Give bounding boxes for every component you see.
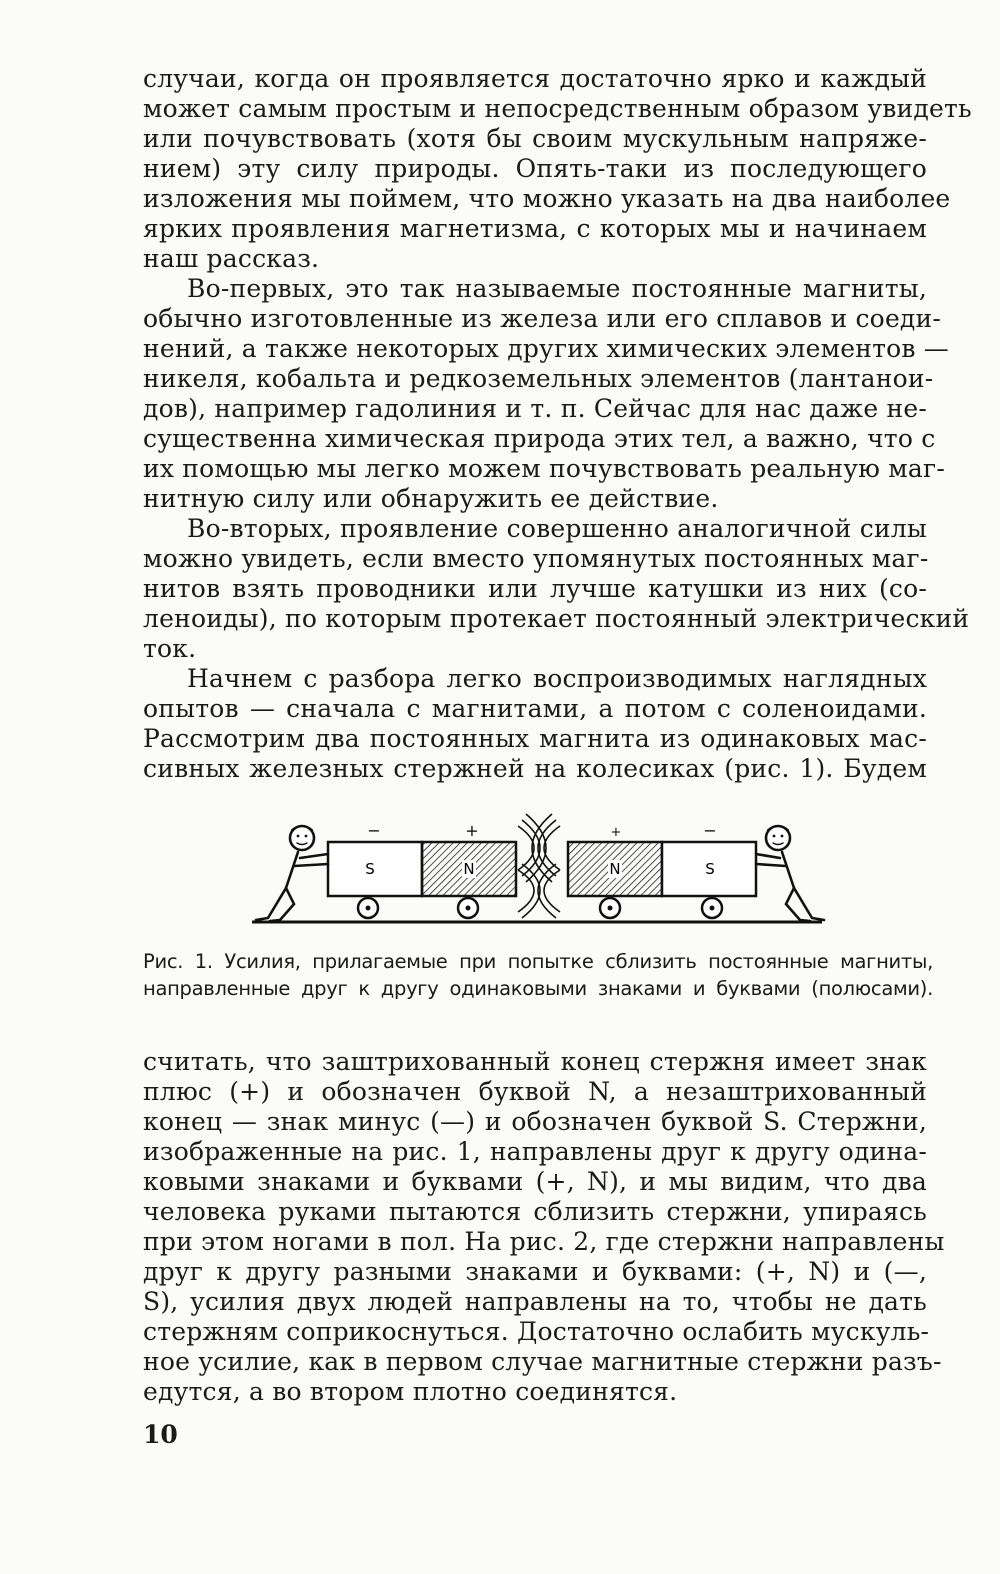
text-line: нитную силу или обнаружить ее действие. bbox=[143, 484, 719, 513]
page-number: 10 bbox=[143, 1420, 178, 1449]
left-person-figure bbox=[256, 826, 328, 921]
figure-magnets-illustration bbox=[250, 812, 830, 928]
text-line: S), усилия двух людей направлены на то, чтобы не дать bbox=[143, 1287, 927, 1316]
right-person-figure bbox=[756, 826, 824, 921]
text-line: считать, что заштрихованный конец стержня имеет знак bbox=[143, 1047, 927, 1076]
text-line: наш рассказ. bbox=[143, 244, 320, 273]
text-line: друг к другу разными знаками и буквами: (+, N) и (—, bbox=[143, 1257, 927, 1286]
left-magnet-label-n: N bbox=[463, 860, 475, 878]
right-magnet-sign-minus: − bbox=[703, 821, 717, 840]
text-line: никеля, кобальта и редкоземельных элементов (лантанои- bbox=[143, 364, 934, 393]
text-line: Во-вторых, проявление совершенно аналогичной силы bbox=[187, 514, 927, 543]
text-line: сивных железных стержней на колесиках (рис. 1). Будем bbox=[143, 754, 927, 783]
text-line: их помощью мы легко можем почувствовать реальную маг- bbox=[143, 454, 945, 483]
left-magnet-s-end bbox=[328, 842, 422, 896]
text-line: изложения мы поймем, что можно указать на два наиболее bbox=[143, 184, 951, 213]
right-magnet-sign-plus: + bbox=[610, 825, 622, 840]
text-line: опытов — сначала с магнитами, а потом с соленоидами. bbox=[143, 694, 927, 723]
repulsion-field-lines bbox=[518, 814, 560, 918]
text-line: конец — знак минус (—) и обозначен буквой S. Стержни, bbox=[143, 1107, 927, 1136]
caption-line: направленные друг к другу одинаковыми знаками и буквами (полюсами). bbox=[143, 977, 933, 1000]
right-magnet-label-n: N bbox=[609, 860, 621, 878]
text-line: стержням соприкоснуться. Достаточно ослабить мускуль- bbox=[143, 1317, 930, 1346]
text-line: может самым простым и непосредственным образом увидеть bbox=[143, 94, 972, 123]
text-line: нием) эту силу природы. Опять-таки из последующего bbox=[143, 154, 927, 183]
figure-caption bbox=[143, 948, 933, 1002]
text-line: человека руками пытаются сблизить стержни, упираясь bbox=[143, 1197, 927, 1226]
bottom-text-block bbox=[143, 1047, 945, 1407]
text-line: можно увидеть, если вместо упомянутых постоянных маг- bbox=[143, 544, 929, 573]
text-line: ток. bbox=[143, 634, 197, 663]
left-magnet-label-s: S bbox=[365, 860, 375, 878]
left-magnet bbox=[328, 821, 516, 918]
text-line: ное усилие, как в первом случае магнитные стержни разъ- bbox=[143, 1347, 942, 1376]
text-line: плюс (+) и обозначен буквой N, а незаштрихованный bbox=[143, 1077, 928, 1106]
right-magnet-label-s: S bbox=[705, 860, 715, 878]
left-magnet-sign-minus: − bbox=[367, 821, 381, 840]
text-line: или почувствовать (хотя бы своим мускульным напряже- bbox=[143, 124, 927, 153]
text-line: дов), например гадолиния и т. п. Сейчас для нас даже не- bbox=[143, 394, 927, 423]
caption-line: Рис. 1. Усилия, прилагаемые при попытке сблизить постоянные магниты, bbox=[143, 950, 933, 973]
text-line: Рассмотрим два постоянных магнита из одинаковых мас- bbox=[143, 724, 927, 753]
text-line: ярких проявления магнетизма, с которых мы и начинаем bbox=[143, 214, 927, 243]
text-line: существенна химическая природа этих тел, а важно, что с bbox=[143, 424, 936, 453]
text-line: леноиды), по которым протекает постоянный электрический bbox=[143, 604, 970, 633]
text-line: обычно изготовленные из железа или его сплавов и соеди- bbox=[143, 304, 942, 333]
text-line: изображенные на рис. 1, направлены друг к другу одина- bbox=[143, 1137, 927, 1166]
magnets-drawing bbox=[250, 812, 830, 928]
text-line: нений, а также некоторых других химических элементов — bbox=[143, 334, 949, 363]
text-line: ковыми знаками и буквами (+, N), и мы видим, что два bbox=[143, 1167, 927, 1196]
right-magnet bbox=[568, 821, 756, 918]
text-line: нитов взять проводники или лучше катушки из них (со- bbox=[143, 574, 927, 603]
left-magnet-sign-plus: + bbox=[465, 821, 479, 840]
text-line: Начнем с разбора легко воспроизводимых наглядных bbox=[187, 664, 927, 693]
text-line: Во-первых, это так называемые постоянные магниты, bbox=[187, 274, 927, 303]
text-line: едутся, а во втором плотно соединятся. bbox=[143, 1377, 678, 1406]
text-line: при этом ногами в пол. На рис. 2, где стержни направлены bbox=[143, 1227, 945, 1256]
text-line: случаи, когда он проявляется достаточно ярко и каждый bbox=[143, 64, 927, 93]
top-text-block bbox=[143, 64, 972, 784]
